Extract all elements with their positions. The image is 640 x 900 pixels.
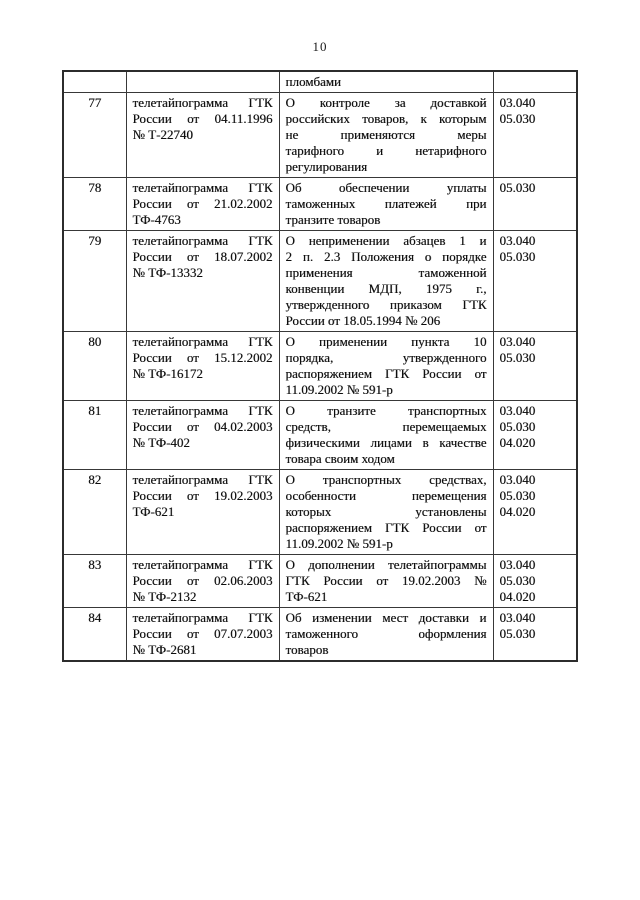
text-line: ТФ-4763 [132,212,181,227]
codes-cell [493,178,577,231]
document-table-body [63,71,577,661]
document-ref-cell [126,231,279,332]
table-row [63,93,577,178]
description-cell [279,470,493,555]
document-ref-cell [126,401,279,470]
text-line: 11.09.2002 № 591-р [285,536,393,551]
classification-code: 05.030 [499,180,536,195]
text-line: № ТФ-16172 [132,366,203,381]
document-ref-cell [126,470,279,555]
text-line: пломбами [285,74,341,89]
text-line: таможенных платежей при [285,196,487,211]
classification-code: 05.030 [499,573,536,588]
description-cell [279,608,493,662]
text-line: телетайпограмма ГТК [132,334,273,349]
classification-code: 03.040 [499,472,536,487]
text-line: России от 15.12.2002 [132,350,273,365]
text-line: телетайпограмма ГТК [132,95,273,110]
classification-code: 05.030 [499,419,536,434]
codes-cell [493,470,577,555]
text-line: распоряжением ГТК России от [285,520,487,535]
text-line: телетайпограмма ГТК [132,180,273,195]
table-row [63,71,577,93]
text-line: транзите товаров [285,212,381,227]
classification-code: 03.040 [499,610,536,625]
text-line: утвержденного приказом ГТК [285,297,487,312]
classification-code: 05.030 [499,626,536,641]
text-line: телетайпограмма ГТК [132,233,273,248]
row-number-cell: 81 [63,401,126,470]
classification-code: 05.030 [499,111,536,126]
text-line: российских товаров, к которым [285,111,487,126]
text-line: регулирования [285,159,368,174]
text-line: России от 19.02.2003 [132,488,273,503]
text-line: таможенного оформления [285,626,487,641]
text-line: О применении пункта 10 [285,334,487,349]
table-row [63,555,577,608]
classification-code: 03.040 [499,557,536,572]
text-line: распоряжением ГТК России от [285,366,487,381]
description-cell [279,231,493,332]
codes-cell [493,332,577,401]
row-number-cell: 79 [63,231,126,332]
classification-code: 05.030 [499,249,536,264]
classification-code: 05.030 [499,350,536,365]
description-cell [279,71,493,93]
text-line: № Т-22740 [132,127,193,142]
table-row [63,608,577,662]
text-line: физическими лицами в качестве [285,435,487,450]
text-line: России от 18.05.1994 № 206 [285,313,441,328]
classification-code: 04.020 [499,504,536,519]
text-line: тарифного и нетарифного [285,143,487,158]
text-line: ГТК России от 19.02.2003 № [285,573,487,588]
text-line: 11.09.2002 № 591-р [285,382,393,397]
text-line: № ТФ-13332 [132,265,203,280]
text-line: телетайпограмма ГТК [132,472,273,487]
classification-code: 03.040 [499,403,536,418]
table-row [63,231,577,332]
text-line: особенности перемещения [285,488,487,503]
text-line: России от 21.02.2002 [132,196,273,211]
document-ref-cell [126,555,279,608]
text-line: телетайпограмма ГТК [132,403,273,418]
text-line: Об изменении мест доставки и [285,610,487,625]
document-ref-cell [126,93,279,178]
description-cell [279,178,493,231]
text-line: ТФ-621 [285,589,328,604]
document-ref-cell [126,178,279,231]
text-line: № ТФ-2132 [132,589,197,604]
text-line: средств, перемещаемых [285,419,487,434]
codes-cell [493,231,577,332]
text-line: России от 04.11.1996 [132,111,273,126]
text-line: России от 02.06.2003 [132,573,273,588]
text-line: России от 04.02.2003 [132,419,273,434]
text-line: не применяются меры [285,127,487,142]
text-line: порядка, утвержденного [285,350,487,365]
classification-code: 04.020 [499,435,536,450]
text-line: Об обеспечении уплаты [285,180,487,195]
document-ref-cell [126,332,279,401]
text-line: № ТФ-402 [132,435,190,450]
row-number-cell: 84 [63,608,126,662]
document-table [62,70,578,662]
row-number-cell: 83 [63,555,126,608]
table-row [63,401,577,470]
classification-code: 03.040 [499,95,536,110]
codes-cell [493,401,577,470]
classification-code: 03.040 [499,334,536,349]
text-line: которых установлены [285,504,487,519]
description-cell [279,332,493,401]
codes-cell [493,608,577,662]
text-line: телетайпограмма ГТК [132,557,273,572]
document-ref-cell [126,71,279,93]
codes-cell [493,93,577,178]
classification-code: 05.030 [499,488,536,503]
table-row [63,470,577,555]
table-row [63,332,577,401]
codes-cell [493,71,577,93]
table-row [63,178,577,231]
codes-cell [493,555,577,608]
text-line: применения таможенной [285,265,487,280]
text-line: О контроле за доставкой [285,95,487,110]
text-line: О транспортных средствах, [285,472,487,487]
row-number-cell: 77 [63,93,126,178]
text-line: ТФ-621 [132,504,175,519]
row-number-cell [63,71,126,93]
text-line: телетайпограмма ГТК [132,610,273,625]
text-line: № ТФ-2681 [132,642,197,657]
row-number-cell: 82 [63,470,126,555]
description-cell [279,401,493,470]
text-line: России от 18.07.2002 [132,249,273,264]
text-line: России от 07.07.2003 [132,626,273,641]
description-cell [279,555,493,608]
text-line: товара своим ходом [285,451,395,466]
classification-code: 03.040 [499,233,536,248]
text-line: О неприменении абзацев 1 и [285,233,487,248]
classification-code: 04.020 [499,589,536,604]
text-line: товаров [285,642,329,657]
row-number-cell: 78 [63,178,126,231]
text-line: 2 п. 2.3 Положения о порядке [285,249,487,264]
text-line: О дополнении телетайпограммы [285,557,487,572]
text-line: О транзите транспортных [285,403,487,418]
page-number: 10 [312,39,328,54]
document-ref-cell [126,608,279,662]
text-line: конвенции МДП, 1975 г., [285,281,487,296]
row-number-cell: 80 [63,332,126,401]
description-cell [279,93,493,178]
